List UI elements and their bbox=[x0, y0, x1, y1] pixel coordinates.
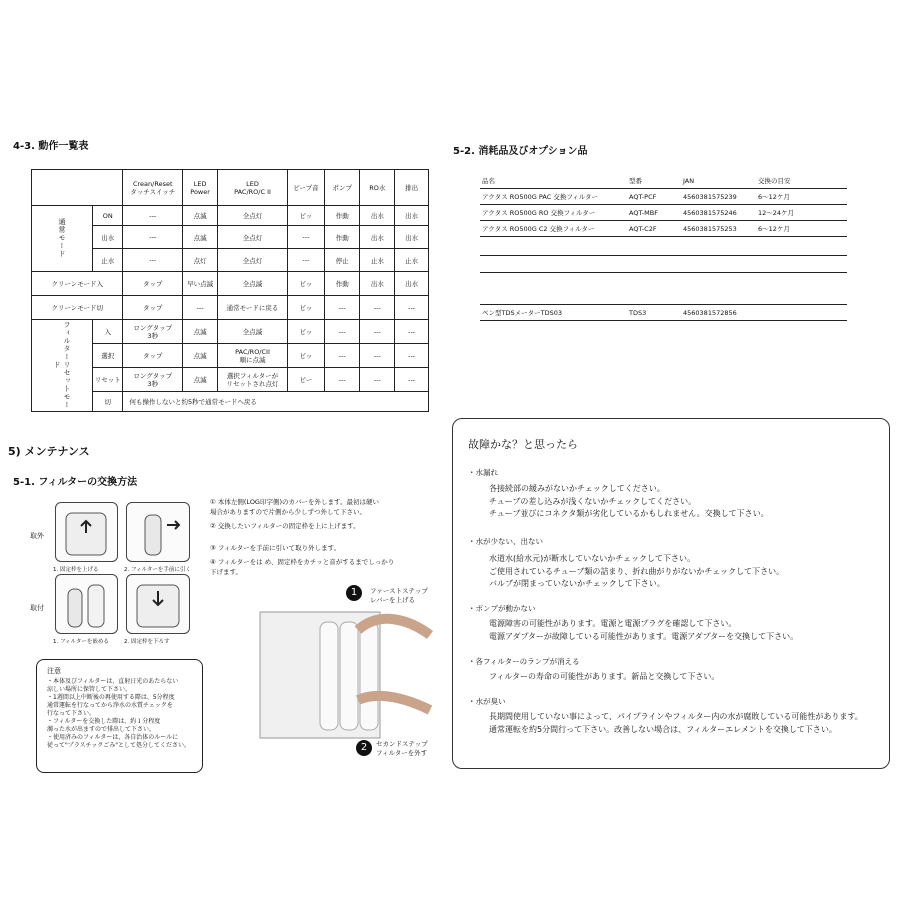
caption: 2. フィルターを手前に引く bbox=[124, 567, 191, 573]
caution-item: ・1週間以上中断後の再使用する際は、5分程度 通常運転を行なってから浄水の水質チェックを 行なって下さい。 bbox=[47, 694, 175, 717]
caption: 2. 固定枠を下ろす bbox=[124, 639, 170, 645]
col-header: LED PAC/RO/C II bbox=[218, 170, 288, 206]
trouble-body: 長期間使用していない事によって、パイプラインやフィルター内の水が腐敗している可能性があります。 通常運転を約5分間行って下さい。改善しない場合は、フィルターエレメントを交換して下さい。 bbox=[489, 712, 863, 734]
illustration-lift-frame bbox=[55, 502, 118, 562]
table-row bbox=[480, 237, 847, 256]
table-row: クリーンモード切 タップ --- 通常モードに戻る ピッ --- --- --- bbox=[32, 296, 429, 320]
caption: 1. 固定枠を上げる bbox=[53, 567, 99, 573]
step-3: ③ フィルターを手前に引いて取り外します。 bbox=[210, 544, 341, 552]
maintenance-subtitle: 5-1. フィルターの交換方法 bbox=[13, 477, 138, 488]
illustration-pull-filter bbox=[126, 502, 190, 562]
trouble-category: ・水漏れ bbox=[468, 468, 498, 477]
filter-cartridge-icon bbox=[127, 503, 189, 561]
caution-title: 注意 bbox=[47, 667, 61, 675]
trouble-body: フィルターの寿命の可能性があります。新品と交換して下さい。 bbox=[489, 672, 720, 681]
col-header: ビープ音 bbox=[287, 170, 324, 206]
col-header: Crean/Reset タッチスイッチ bbox=[123, 170, 183, 206]
trouble-body: 水道水(給水元)が断水していないかチェックして下さい。 ご使用されているチューブ類の詰まり、折れ曲がりがないかチェックして下さい。 バルブが閉まっていないかチェックして下さい。 bbox=[489, 554, 785, 588]
illustration-lower-frame bbox=[126, 574, 190, 634]
caption: 1. フィルターを嵌める bbox=[53, 639, 109, 645]
step-4: ④ フィルターをは め、固定枠をカチッと音がするまでしっかり 下げます。 bbox=[210, 558, 395, 576]
table-row bbox=[480, 273, 847, 305]
table-row: 品名 型番 JAN 交換の目安 bbox=[480, 173, 847, 189]
col-header: LED Power bbox=[183, 170, 218, 206]
trouble-category: ・各フィルターのランプが消える bbox=[468, 657, 580, 666]
illustration-insert-filter bbox=[55, 574, 118, 634]
trouble-category: ・ポンプが動かない bbox=[468, 604, 536, 613]
ops-title: 4-3. 動作一覧表 bbox=[13, 141, 89, 152]
trouble-body: 各接続部の緩みがないかチェックしてください。 チューブの差し込みが浅くないかチェックしてください。 チューブ並びにコネクタ類が劣化しているかもしれません。交換して下さい。 bbox=[489, 484, 769, 518]
troubleshooting-box bbox=[452, 418, 890, 769]
caution-item: ・フィルターを交換した際は、約１分程度 濁った水が出ますので排出して下さい。 bbox=[47, 718, 161, 733]
col-header: ポンプ bbox=[325, 170, 360, 206]
callout-first-step: ファーストステップ レバーを上げる bbox=[370, 587, 428, 604]
label-remove: 取外 bbox=[30, 532, 44, 540]
callout-second-step: セカンドステップ フィルターを外す bbox=[376, 740, 428, 757]
group-label-normal: 通常モード bbox=[58, 217, 66, 258]
table-row: アクタス RO500G C2 交換フィルター AQT-C2F 4560381575253 6～12ケ月 bbox=[480, 221, 847, 237]
table-row: 止水 --- 点灯 全点灯 --- 停止 止水 止水 bbox=[32, 249, 429, 272]
table-row: 切 何も操作しないと約5秒で通常モードへ戻る bbox=[32, 392, 429, 412]
table-row: ペン型TDSメーターTDS03 TDS3 4560381572856 bbox=[480, 305, 847, 321]
trouble-category: ・水が臭い bbox=[468, 697, 506, 706]
trouble-category: ・水が少ない、出ない bbox=[468, 537, 543, 546]
step-1: ① 本体左側(LOG印字側)のカバーを外します。最初は硬い 場合がありますので片側から少しずつ外して下さい。 bbox=[210, 498, 379, 516]
caution-box bbox=[36, 659, 203, 773]
table-row: アクタス RO500G RO 交換フィルター AQT-MBF 4560381575246 12～24ケ月 bbox=[480, 205, 847, 221]
col-header: 排出 bbox=[395, 170, 429, 206]
maintenance-title: 5) メンテナンス bbox=[8, 445, 90, 458]
caution-item: ・本体及びフィルターは、直射日光のあたらない 涼しい場所に保管して下さい。 bbox=[47, 678, 179, 693]
table-row bbox=[480, 256, 847, 273]
table-row: クリーンモード入 タップ 早い点滅 全点滅 ピッ 作動 出水 出水 bbox=[32, 272, 429, 296]
step-2: ② 交換したいフィルターの固定枠を上に上げます。 bbox=[210, 522, 360, 530]
table-row: 出水 --- 点滅 全点灯 --- 作動 出水 出水 bbox=[32, 226, 429, 249]
filter-unit-icon bbox=[127, 575, 189, 633]
consumables-title: 5-2. 消耗品及びオプション品 bbox=[453, 146, 588, 157]
table-row: アクタス RO500G PAC 交換フィルター AQT-PCF 4560381575239 6～12ケ月 bbox=[480, 189, 847, 205]
table-row: リセット ロングタップ 3秒 点滅 選択フィルターが リセットされ点灯 ピー --- --- --- bbox=[32, 368, 429, 392]
step-badge-1: 1 bbox=[346, 585, 362, 601]
filter-unit-icon bbox=[56, 503, 117, 561]
step-badge-2: 2 bbox=[356, 740, 372, 756]
filter-cartridge-icon bbox=[56, 575, 117, 633]
troubleshooting-title: 故障かな？と思ったら bbox=[468, 438, 578, 451]
table-row: フィルターリセットモード 入 ロングタップ 3秒 点滅 全点滅 ピッ --- --- --- bbox=[32, 320, 429, 344]
group-label-filter: フィルターリセットモード bbox=[53, 320, 71, 409]
label-attach: 取付 bbox=[30, 604, 44, 612]
col-header: RO水 bbox=[360, 170, 395, 206]
caution-item: ・使用済みのフィルターは、各自治体のルールに 従って"プラスチックごみ"として処分してください。 bbox=[47, 734, 191, 749]
consumables-table bbox=[480, 173, 847, 321]
operations-table bbox=[31, 169, 429, 412]
table-row: 通常モード ON --- 点滅 全点灯 ピッ 作動 出水 出水 bbox=[32, 206, 429, 226]
table-row: 選択 タップ 点滅 PAC/RO/CII 順に点滅 ピッ --- --- --- bbox=[32, 344, 429, 368]
trouble-body: 電源障害の可能性があります。電源と電源プラグを確認して下さい。 電源アダプターが故障している可能性があります。電源アダプターを交換して下さい。 bbox=[489, 619, 799, 641]
